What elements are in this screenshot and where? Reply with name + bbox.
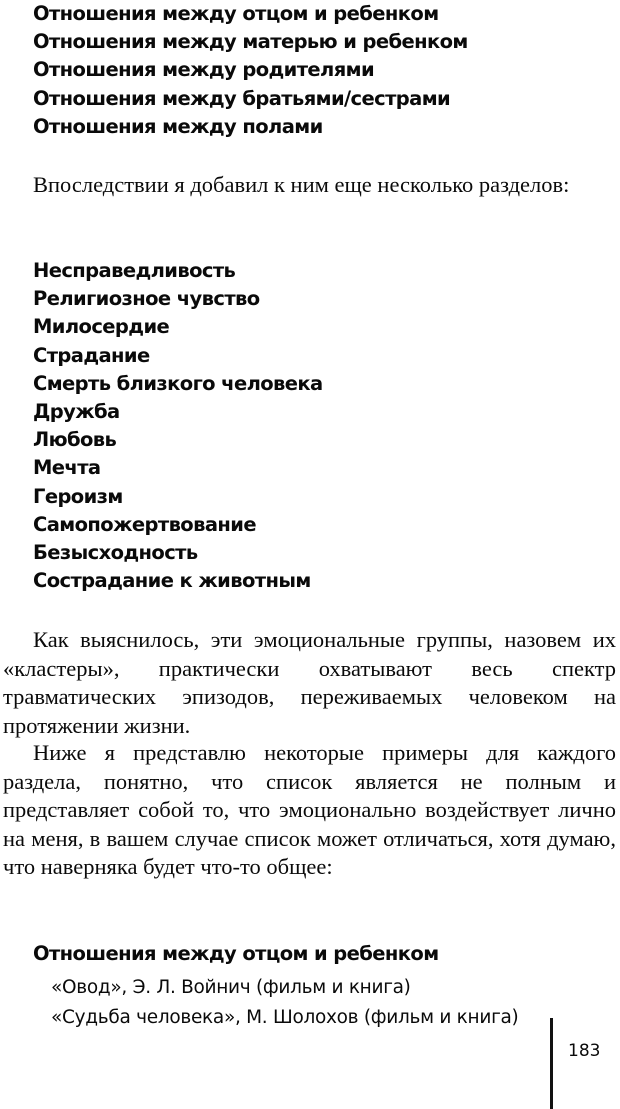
page-number: 183: [568, 1041, 601, 1061]
list-item: Дружба: [33, 399, 120, 423]
clusters-paragraph: Как выяснилось, эти эмоциональные группы, назовем их «кластеры», практически охватывают весь спектр травматических эпизодов, переживаемых человеком на протяжении жизни.: [3, 627, 616, 738]
relations-list: [33, 0, 468, 141]
list-item: Религиозное чувство: [33, 287, 260, 311]
list-item: Милосердие: [33, 315, 170, 339]
list-item: Смерть близкого человека: [33, 371, 323, 395]
list-item: Героизм: [33, 484, 123, 508]
list-item: Отношения между братьями/сестрами: [33, 86, 451, 110]
list-item: Отношения между родителями: [33, 58, 375, 82]
section-heading: Отношения между отцом и ребенком: [33, 942, 439, 965]
list-item: Любовь: [33, 428, 117, 452]
intro-paragraph: Впоследствии я добавил к ним еще несколько разделов:: [33, 172, 570, 197]
list-item: Отношения между матерью и ребенком: [33, 30, 468, 54]
list-item: Мечта: [33, 456, 101, 480]
additional-sections-list: [33, 257, 323, 595]
list-item: Страдание: [33, 343, 150, 367]
example-item: «Овод», Э. Л. Войнич (фильм и книга): [51, 977, 411, 998]
examples-paragraph: Ниже я представлю некоторые примеры для каждого раздела, понятно, что список является не полным и представляет собой то, что эмоционально воздействует лично на меня, в вашем случае список может отличаться, хотя думаю, что наверняка будет что-то общее:: [3, 740, 616, 880]
list-item: Сострадание к животным: [33, 569, 311, 593]
list-item: Самопожертвование: [33, 512, 256, 536]
section-examples-list: [51, 973, 518, 1033]
list-item: Безысходность: [33, 540, 198, 564]
list-item: Отношения между отцом и ребенком: [33, 2, 439, 25]
list-item: Отношения между полами: [33, 114, 323, 138]
list-item: Несправедливость: [33, 259, 236, 282]
example-item: «Судьба человека», М. Шолохов (фильм и книга): [51, 1007, 519, 1028]
page-number-rule: [550, 1018, 553, 1109]
